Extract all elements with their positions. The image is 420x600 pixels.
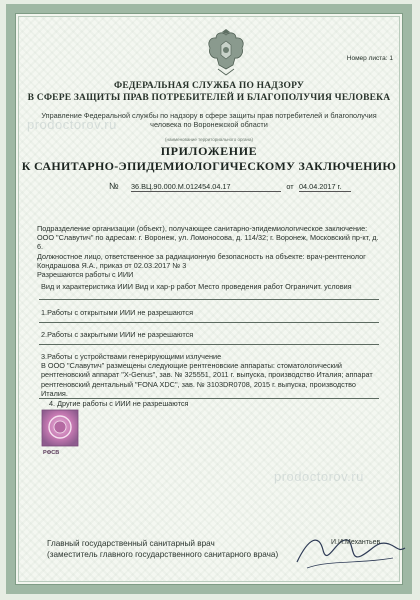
organization-details <box>37 224 385 279</box>
signatory-position <box>47 539 278 560</box>
number-sign: № <box>109 181 119 191</box>
document-number: 36.ВЦ.90.000.М.012454.04.17 <box>131 182 281 192</box>
table-columns-header: Вид и характеристика ИИИ Вид и хар-р работ Место проведения работ Ограничит. условия <box>41 282 352 291</box>
position-line1: Главный государственный санитарный врач <box>47 539 215 548</box>
department-name: Управление Федеральной службы по надзору в сфере защиты прав потребителей и благополучия человека по Воронежской области <box>41 111 377 129</box>
handwritten-signature <box>289 522 409 582</box>
from-label: от <box>286 182 294 191</box>
watermark-bottom: prodoctorov.ru <box>274 469 364 484</box>
document-number-line <box>109 181 359 192</box>
sheet-number: Номер листа: 1 <box>346 55 393 62</box>
divider <box>39 322 379 323</box>
watermark-top: prodoctorov.ru <box>27 117 117 132</box>
double-headed-eagle-emblem-icon <box>204 29 248 77</box>
divider <box>39 299 379 300</box>
document-date: 04.04.2017 г. <box>299 182 351 192</box>
agency-title-line2: В СФЕРЕ ЗАЩИТЫ ПРАВ ПОТРЕБИТЕЛЕЙ И БЛАГОПОЛУЧИЯ ЧЕЛОВЕКА <box>27 93 391 103</box>
certificate-sheet <box>6 4 412 594</box>
territorial-body-caption: (наименование территориального органа) <box>164 137 254 142</box>
divider <box>39 344 379 345</box>
item-radiation-devices-text: В ООО "Славутич" размещены следующие рентгеновские аппараты: стоматологический рентгеновский аппарат "X-Genus", зав. № 325551, 2011 г. выпуска, производство Италия; аппарат рентгеновский дентальный "FONA XDC", зав. № 3103DR0708, 2015 г. выпуска, производство Италия. <box>41 361 373 398</box>
agency-title-line1: ФЕДЕРАЛЬНАЯ СЛУЖБА ПО НАДЗОРУ <box>113 81 305 91</box>
item-radiation-devices-title: 3.Работы с устройствами генерирующими излучение <box>41 352 222 361</box>
hologram-label: РФСВ <box>43 450 60 456</box>
permitted-works-line: Разрешаются работы с ИИИ <box>37 270 134 280</box>
item-open-sources: 1.Работы с открытыми ИИИ не разрешаются <box>41 308 194 317</box>
position-line2: (заместитель главного государственного санитарного врача) <box>47 549 279 559</box>
organization-line: Подразделение организации (объект), получающее санитарно-эпидемиологическое заключение: ООО "Славутич" по адресам: г. Воронеж, ул. Ломоносова, д. 114/32; г. Воронеж, Московский пр-кт, д. 6. <box>37 224 379 252</box>
item-other-works: 4. Другие работы с ИИИ не разрешаются <box>49 399 189 408</box>
signatory-name: И.И.Механтьев <box>331 539 381 546</box>
hologram-stamp-icon <box>41 409 79 447</box>
responsible-person-line: Должностное лицо, ответственное за радиационную безопасность на объекте: врач-рентгенолог Кондрашова Я.А., приказ от 02.03.2017 № 3 <box>37 251 366 270</box>
certificate-inner-frame <box>18 16 400 582</box>
item-closed-sources: 2.Работы с закрытыми ИИИ не разрешаются <box>41 330 194 339</box>
document-title-line1: ПРИЛОЖЕНИЕ <box>160 144 258 158</box>
item-radiation-devices <box>41 352 381 398</box>
document-title-line2: К САНИТАРНО-ЭПИДЕМИОЛОГИЧЕСКОМУ ЗАКЛЮЧЕНИЮ <box>21 159 397 173</box>
